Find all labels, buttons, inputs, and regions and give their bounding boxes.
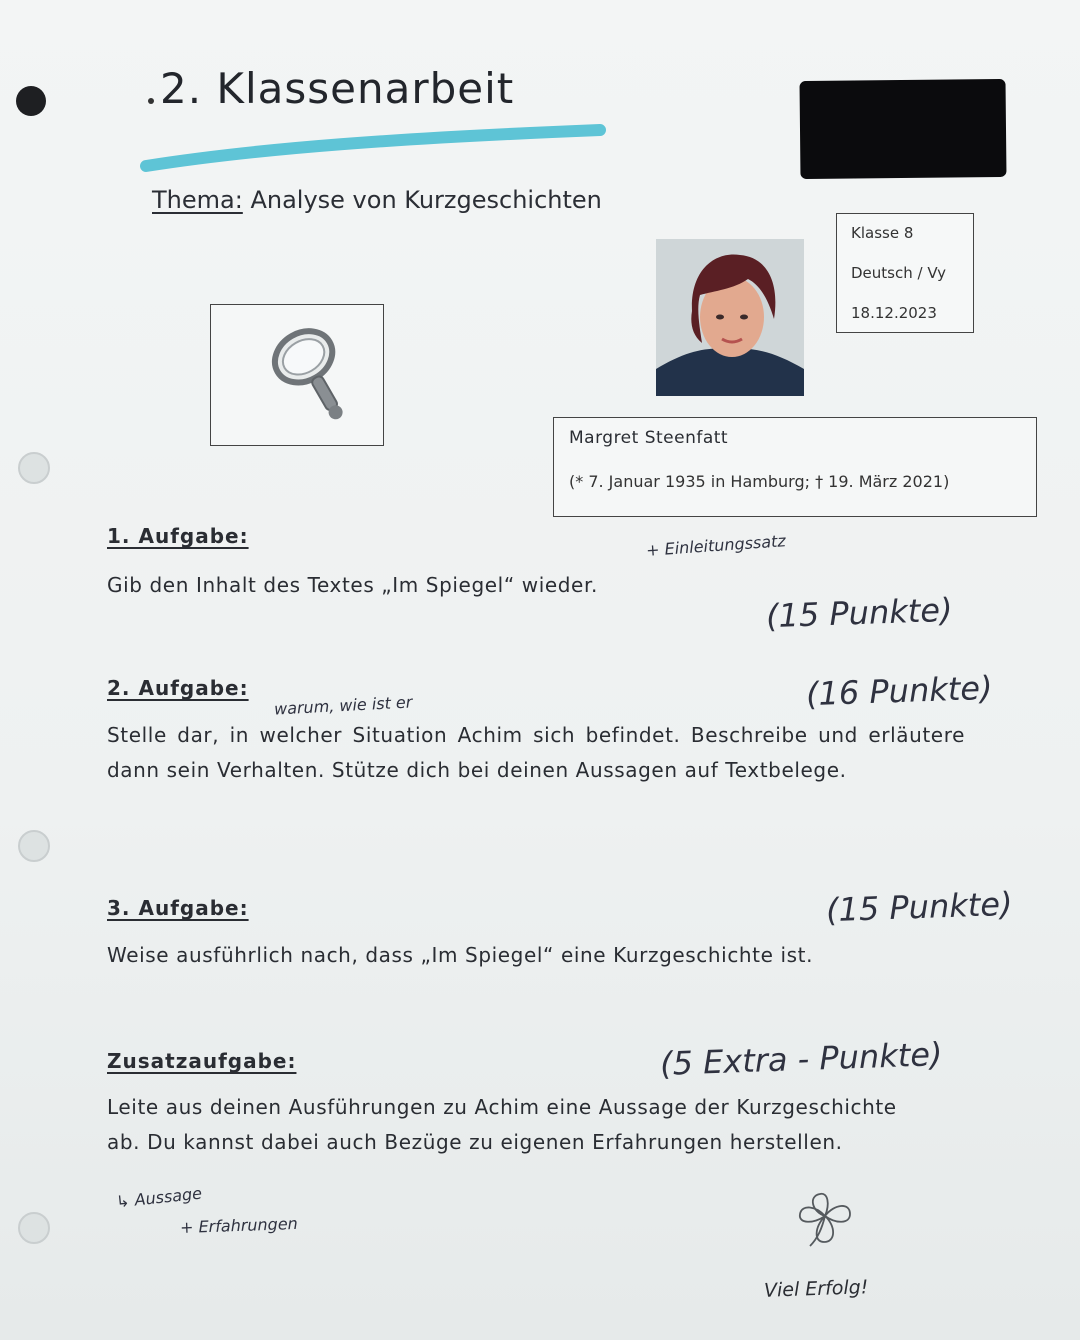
clover-icon xyxy=(790,1182,860,1252)
author-dates: (* 7. Januar 1935 in Hamburg; † 19. März 2021) xyxy=(569,472,950,491)
task-1-points: (15 Punkte) xyxy=(765,590,954,636)
task-2-note: warum, wie ist er xyxy=(273,692,413,719)
task-3-heading: 3. Aufgabe: xyxy=(107,896,249,920)
task-3-text: Weise ausführlich nach, dass „Im Spiegel“ eine Kurzgeschichte ist. xyxy=(107,943,814,967)
theme-value: Analyse von Kurzgeschichten xyxy=(250,186,602,214)
title-highlight-stroke xyxy=(140,118,610,178)
task-2-heading: 2. Aufgabe: xyxy=(107,676,249,700)
task-2-points: (16 Punkte) xyxy=(805,668,994,714)
task-1-note: + Einleitungssatz xyxy=(645,531,787,560)
class-label: Klasse 8 xyxy=(851,224,914,242)
subject-label: Deutsch / Vy xyxy=(851,264,947,282)
redacted-block xyxy=(799,79,1006,179)
date-label: 18.12.2023 xyxy=(851,304,937,322)
punch-hole xyxy=(18,1212,50,1244)
page-title: 2. Klassenarbeit xyxy=(160,64,515,113)
mirror-image-frame xyxy=(210,304,384,446)
author-info-box xyxy=(553,417,1037,517)
extra-task-note-line2: + Erfahrungen xyxy=(179,1213,299,1238)
task-3-points: (15 Punkte) xyxy=(825,884,1014,930)
punch-hole xyxy=(18,830,50,862)
theme-label: Thema: xyxy=(152,186,243,214)
class-info-box xyxy=(836,213,974,333)
author-photo xyxy=(656,239,804,396)
task-2-text: Stelle dar, in welcher Situation Achim sich befindet. Beschreibe und erläutere dann sein Verhalten. Stütze dich bei deinen Aussagen auf Textbelege. xyxy=(107,723,965,782)
extra-task-note-line1: ↳ Aussage xyxy=(115,1183,203,1212)
task-1-text: Gib den Inhalt des Textes „Im Spiegel“ wieder. xyxy=(107,573,598,597)
theme-line xyxy=(152,186,602,214)
author-name: Margret Steenfatt xyxy=(569,428,729,448)
extra-task-points: (5 Extra - Punkte) xyxy=(659,1035,944,1083)
punch-hole xyxy=(18,452,50,484)
punch-hole xyxy=(16,86,46,116)
title-dot xyxy=(148,98,154,104)
extra-task-text-line1: Leite aus deinen Ausführungen zu Achim eine Aussage der Kurzgeschichte xyxy=(107,1095,897,1119)
task-1-heading: 1. Aufgabe: xyxy=(107,524,249,548)
mirror-icon xyxy=(211,305,383,445)
extra-task-text-line2: ab. Du kannst dabei auch Bezüge zu eigenen Erfahrungen herstellen. xyxy=(107,1130,843,1154)
closing-text: Viel Erfolg! xyxy=(763,1276,869,1302)
extra-task-heading: Zusatzaufgabe: xyxy=(107,1049,297,1073)
